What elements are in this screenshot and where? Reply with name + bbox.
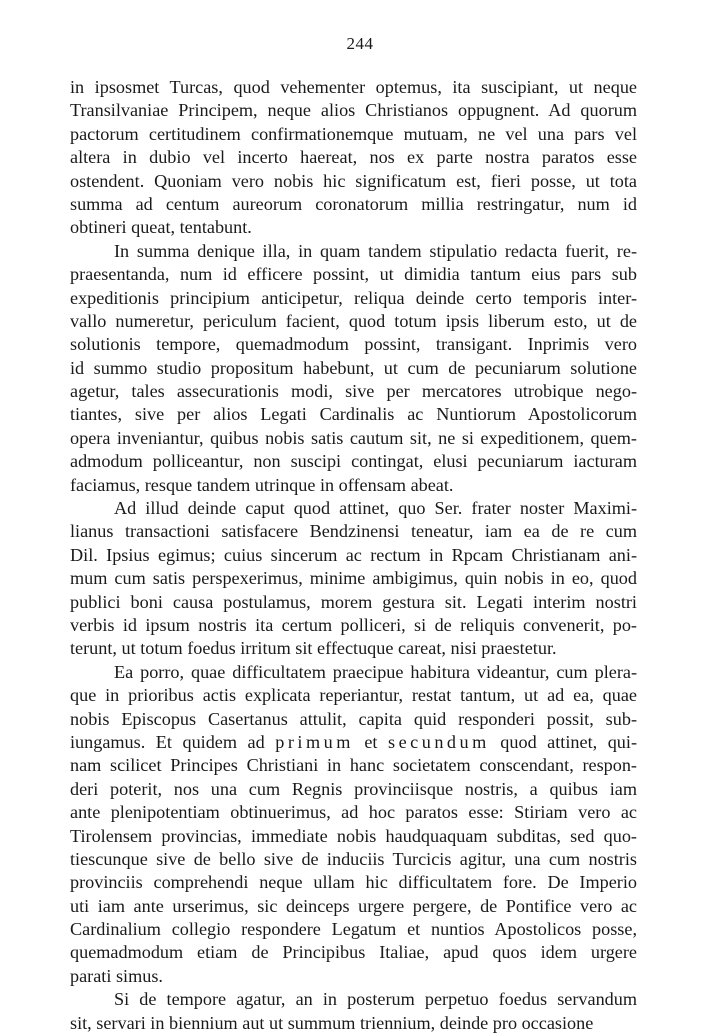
body-text [70,76,637,1035]
text-line: Ea porro, quae difficultatem praecipue habitura videantur, cum plera- [114,661,637,682]
text-line: deri poterit, nos una cum Regnis provinciisque nostris, a quibus iam [70,778,637,799]
text-line: nam scilicet Principes Christiani in hanc societatem conscendant, respon- [70,755,637,776]
text-line: id summo studio propositum habebunt, ut cum de pecuniarum solutione [70,357,637,378]
text-line: praesentanda, num id efficere possint, ut dimidia tantum eius pars sub [70,264,637,285]
text-line: quemadmodum etiam de Principibus Italiae, apud quos idem urgere [70,942,637,963]
text-line: iungamus. Et quidem ad primum et secundum quod attinet, qui- [70,731,637,752]
text-line: Tirolensem provincias, immediate nobis haudquaquam subditas, sed quo- [70,825,637,846]
text-line: uti iam ante urserimus, sic deinceps urgere pergere, de Pontifice vero ac [70,895,637,916]
text-line: Si de tempore agatur, an in posterum perpetuo foedus servandum [114,989,637,1010]
paragraph [70,988,637,1035]
text-line: nobis Episcopus Casertanus attulit, capita quid responderi possit, sub- [70,708,637,729]
page-number: 244 [346,34,374,53]
text-line: faciamus, resque tandem utrinque in offensam abeat. [70,474,454,495]
paragraph [70,661,637,988]
text-line: tiantes, sive per alios Legati Cardinalis ac Nuntiorum Apostolicorum [70,404,637,425]
text-line: ostendent. Quoniam vero nobis hic significatum est, fieri posse, ut tota [70,170,637,191]
text-line: summa ad centum aureorum coronatorum millia restringatur, num id [70,193,637,214]
text-line: pactorum certitudinem confirmationemque mutuam, ne vel una pars vel [70,123,637,144]
text-line: agetur, tales assecurationis modi, sive per mercatores utrobique nego- [70,381,637,402]
text-line: Transilvaniae Principem, neque alios Christianos oppugnent. Ad quorum [70,100,637,121]
text-line: admodum polliceantur, non suscipi contingat, elusi pecuniarum iacturam [70,451,637,472]
text-line: publici boni causa postulamus, morem gestura sit. Legati interim nostri [70,591,637,612]
text-line: in ipsosmet Turcas, quod vehementer optemus, ita suscipiant, ut neque [70,77,637,97]
text-line: solutionis tempore, quemadmodum possint, transigant. Inprimis vero [70,334,637,355]
text-line: lianus transactioni satisfacere Bendzinensi teneatur, iam ea de re cum [70,521,637,542]
text-line: parati simus. [70,965,163,986]
text-line: altera in dubio vel incerto haereat, nos ex parte nostra paratos esse [70,147,637,168]
text-line: opera inveniantur, quibus nobis satis cautum sit, ne si expeditionem, quem- [70,427,637,448]
text-line: terunt, ut totum foedus irritum sit effectuque careat, nisi praestetur. [70,638,557,659]
text-line: provinciis comprehendi neque ullam hic difficultatem fore. De Imperio [70,872,637,893]
paragraph [70,76,637,240]
text-line: Dil. Ipsius egimus; cuius sincerum ac rectum in Rpcam Christianam ani- [70,544,637,565]
text-line: que in prioribus actis explicata reperiantur, restat tantum, ut ad ea, quae [70,685,637,706]
text-line: Ad illud deinde caput quod attinet, quo Ser. frater noster Maximi- [114,498,637,519]
paragraph [70,240,637,497]
text-line: tiescunque sive de bello sive de induciis Turcicis agitur, una cum nostris [70,848,637,869]
text-line: verbis id ipsum nostris ita certum polliceri, si de reliquis convenerit, po- [70,614,637,635]
text-line: ante plenipotentiam obtinuerimus, ad hoc paratos esse: Stiriam vero ac [70,802,637,823]
text-line: In summa denique illa, in quam tandem stipulatio redacta fuerit, re- [114,240,637,261]
text-line: expeditionis principium anticipetur, reliqua deinde certo temporis inter- [70,287,637,308]
text-line: Cardinalium collegio respondere Legatum et nuntios Apostolicos posse, [70,919,637,940]
text-line: sit, servari in biennium aut ut summum triennium, deinde pro occasione [70,1012,594,1033]
text-line: obtineri queat, tentabunt. [70,217,252,238]
paragraph [70,497,637,661]
text-line: mum cum satis perspexerimus, minime ambigimus, quin nobis in eo, quod [70,568,637,589]
text-line: vallo numeretur, periculum facient, quod totum ipsis liberum esto, ut de [70,310,637,331]
